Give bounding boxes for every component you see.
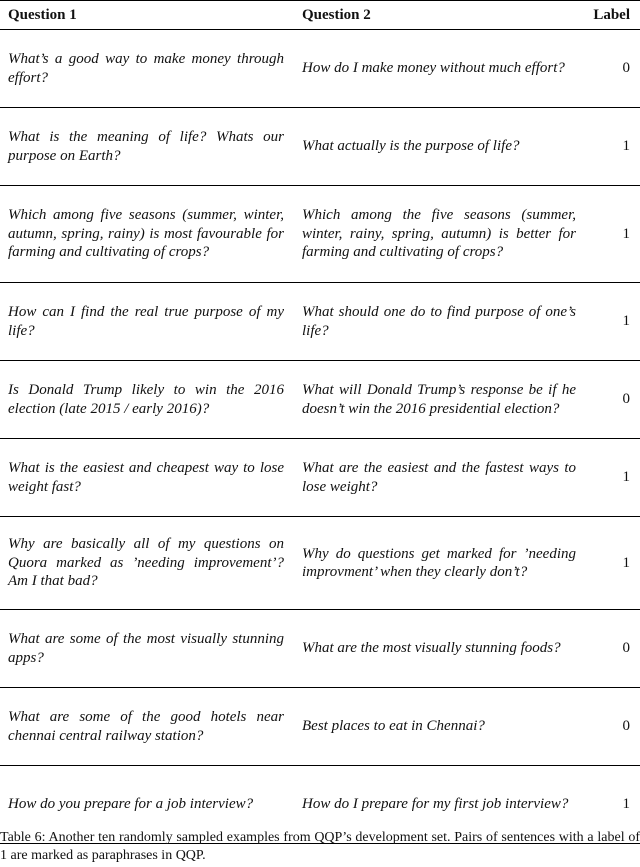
label-cell: 1 (622, 469, 630, 486)
label-cell: 1 (622, 796, 630, 813)
question-1-cell: What are some of the most visually stunning apps? (8, 631, 284, 666)
table-caption: Table 6: Another ten randomly sampled examples from QQP’s development set. Pairs of sentences with a label of 1 are marked as paraphrases in QQP. (0, 830, 640, 863)
table-row (0, 283, 640, 361)
question-1-cell: What is the meaning of life? Whats our purpose on Earth? (8, 129, 284, 164)
question-1-cell: What is the easiest and cheapest way to lose weight fast? (8, 460, 284, 495)
table-body (0, 30, 640, 844)
question-2-cell: How do I make money without much effort? (302, 60, 565, 77)
question-1-cell: Why are basically all of my questions on Quora marked as ’needing improvement’? Am I that bad? (8, 536, 284, 590)
table-row (0, 186, 640, 283)
question-1-cell: What are some of the good hotels near chennai central railway station? (8, 709, 284, 744)
header-question-1: Question 1 (8, 6, 77, 23)
label-cell: 1 (622, 554, 630, 571)
label-cell: 0 (622, 391, 630, 408)
label-cell: 0 (622, 60, 630, 77)
header-question-2: Question 2 (302, 6, 371, 23)
question-2-cell: Best places to eat in Chennai? (302, 718, 485, 735)
label-cell: 0 (622, 640, 630, 657)
table-row (0, 361, 640, 439)
question-2-cell: Why do questions get marked for ’needing improvment’ when they clearly don’t? (302, 545, 576, 580)
question-2-cell: Which among the five seasons (summer, winter, rainy, spring, autumn) is better for farming and cultivating of crops? (302, 207, 576, 261)
header-row (0, 1, 640, 30)
table-row (0, 439, 640, 517)
question-1-cell: What’s a good way to make money through effort? (8, 51, 284, 86)
question-2-cell: What are the most visually stunning foods? (302, 640, 561, 657)
question-1-cell: Which among five seasons (summer, winter, autumn, spring, rainy) is most favourable for farming and cultivating of crops? (8, 207, 284, 261)
table-row (0, 30, 640, 108)
table-row (0, 610, 640, 688)
table-row (0, 517, 640, 610)
question-1-cell: How do you prepare for a job interview? (8, 796, 254, 813)
question-1-cell: How can I find the real true purpose of my life? (8, 304, 284, 339)
label-cell: 1 (622, 225, 630, 242)
question-1-cell: Is Donald Trump likely to win the 2016 election (late 2015 / early 2016)? (8, 382, 284, 417)
label-cell: 1 (622, 313, 630, 330)
question-2-cell: What are the easiest and the fastest ways to lose weight? (302, 460, 576, 495)
table-row (0, 108, 640, 186)
question-2-cell: How do I prepare for my first job interview? (302, 796, 569, 813)
header-label: Label (593, 6, 630, 23)
question-2-cell: What will Donald Trump’s response be if he doesn’t win the 2016 presidential election? (302, 382, 576, 417)
label-cell: 0 (622, 718, 630, 735)
table-row (0, 688, 640, 766)
table-header (0, 1, 640, 30)
question-2-cell: What actually is the purpose of life? (302, 138, 520, 155)
question-2-cell: What should one do to find purpose of one’s life? (302, 304, 576, 339)
label-cell: 1 (622, 138, 630, 155)
